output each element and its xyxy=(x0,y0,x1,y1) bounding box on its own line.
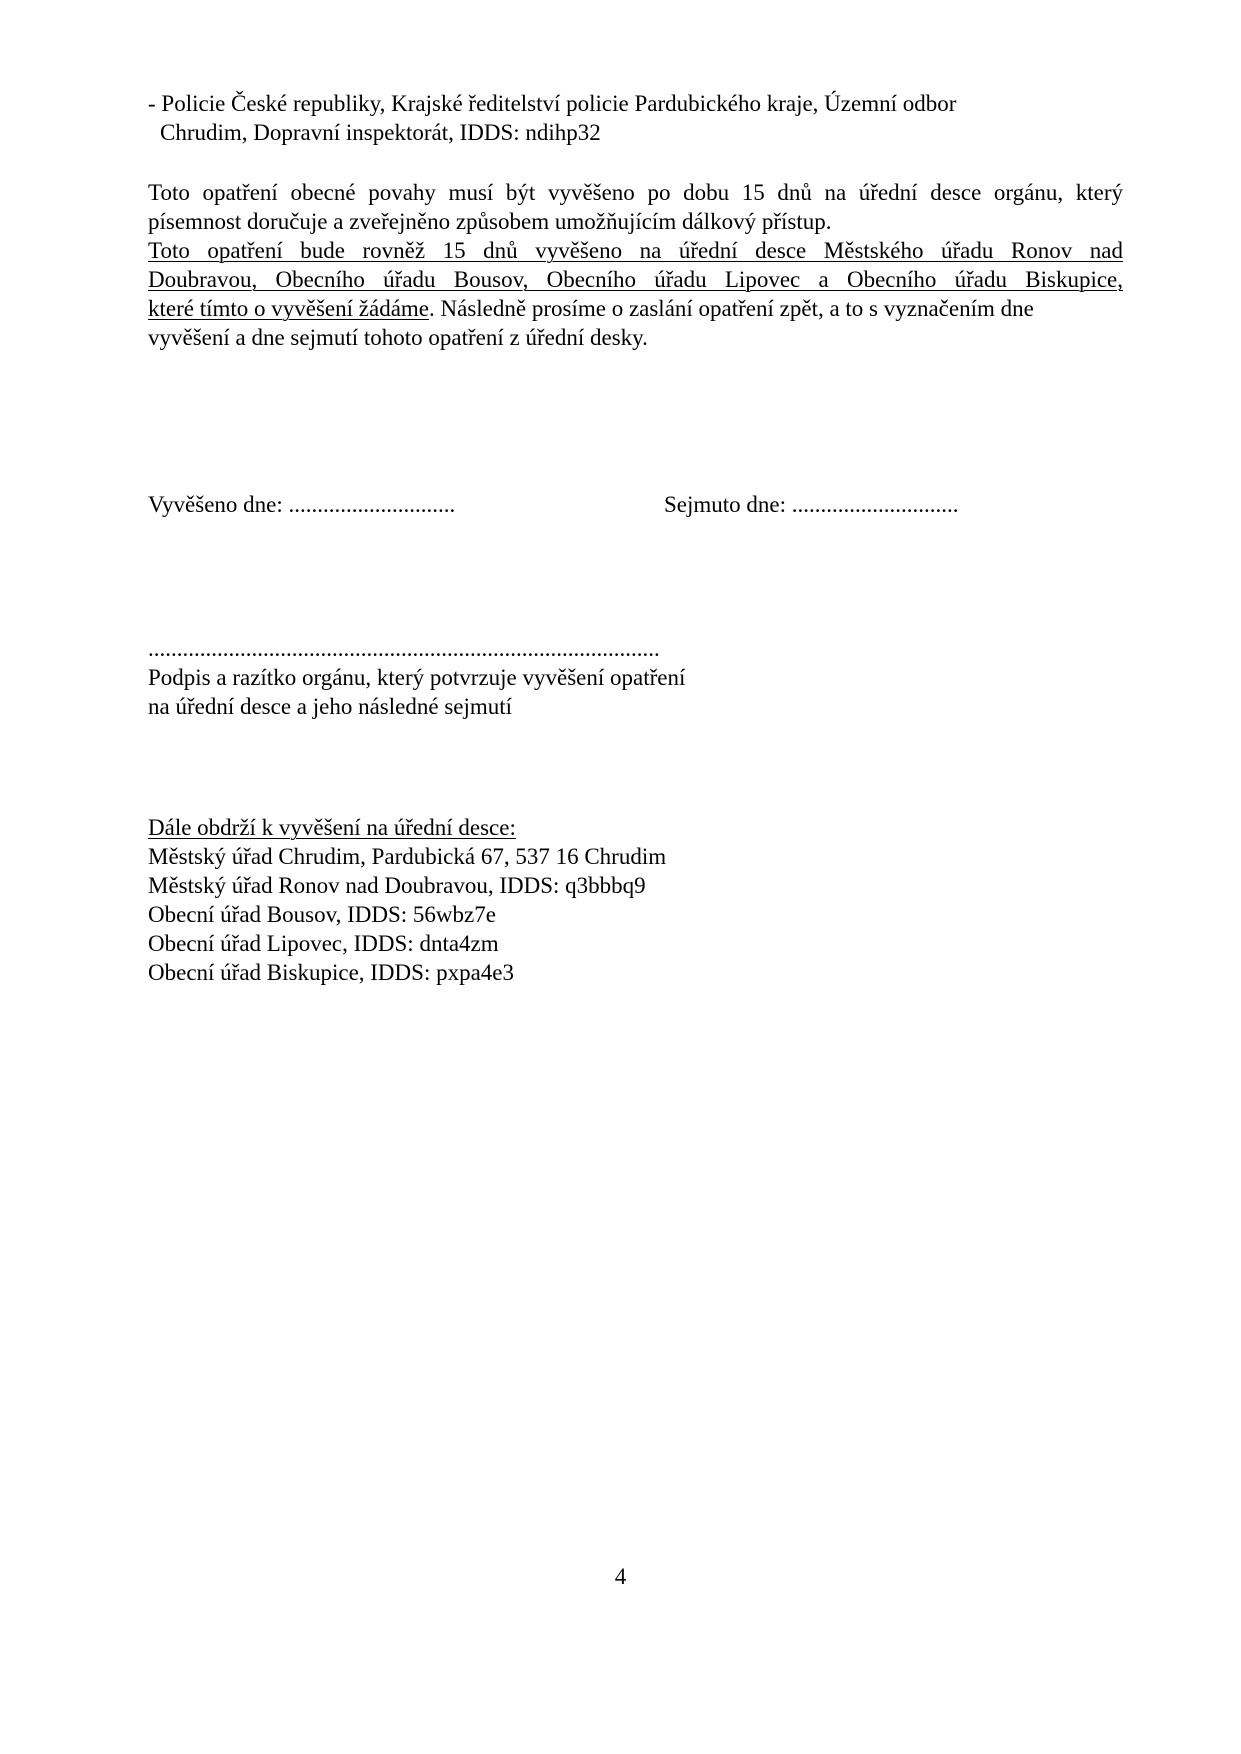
recipient-line-1: - Policie České republiky, Krajské ředitelství policie Pardubického kraje, Územní odbor xyxy=(148,91,957,116)
recipient-line-2: Chrudim, Dopravní inspektorát, IDDS: ndihp32 xyxy=(160,120,601,145)
posting-request-line-1: Toto opatření bude rovněž 15 dnů vyvěšeno na úřední desce Městského úřadu Ronov nad xyxy=(148,238,1123,263)
posting-request-line-4: vyvěšení a dne sejmutí tohoto opatření z úřední desky. xyxy=(148,325,648,350)
posting-notice-line-1: Toto opatření obecné povahy musí být vyvěšeno po dobu 15 dnů na úřední desce orgánu, který xyxy=(148,180,1123,205)
distribution-item: Městský úřad Chrudim, Pardubická 67, 537 16 Chrudim xyxy=(148,844,667,869)
posting-request-line-2: Doubravou, Obecního úřadu Bousov, Obecního úřadu Lipovec a Obecního úřadu Biskupice, xyxy=(148,267,1123,292)
recipient-police xyxy=(148,89,1123,147)
page-number: 4 xyxy=(614,1564,627,1589)
distribution-item: Obecní úřad Bousov, IDDS: 56wbz7e xyxy=(148,902,496,927)
posting-request-line-3 xyxy=(148,294,1123,323)
distribution-item: Obecní úřad Biskupice, IDDS: pxpa4e3 xyxy=(148,960,515,985)
signature-block xyxy=(148,634,1123,721)
posting-notice-line-2: písemnost doručuje a zveřejněno způsobem umožňujícím dálkový přístup. xyxy=(148,209,832,234)
removed-date-field: Sejmuto dne: ............................. xyxy=(664,492,959,517)
signature-dotted-line: ......................................................................................... xyxy=(148,636,660,661)
posted-date-field: Vyvěšeno dne: ............................. xyxy=(148,492,456,517)
distribution-item: Obecní úřad Lipovec, IDDS: dnta4zm xyxy=(148,931,499,956)
distribution-item: Městský úřad Ronov nad Doubravou, IDDS: q3bbbq9 xyxy=(148,873,646,898)
signature-caption-line-1: Podpis a razítko orgánu, který potvrzuje vyvěšení opatření xyxy=(148,665,686,690)
signature-caption-line-2: na úřední desce a jeho následné sejmutí xyxy=(148,694,513,719)
distribution-list xyxy=(148,813,1123,987)
posting-notice-paragraph xyxy=(148,178,1123,352)
posting-request-rest: . Následně prosíme o zaslání opatření zpět, a to s vyznačením dne xyxy=(429,296,1034,321)
distribution-heading: Dále obdrží k vyvěšení na úřední desce: xyxy=(148,815,516,840)
posting-request-underlined: které tímto o vyvěšení žádáme xyxy=(148,296,430,321)
